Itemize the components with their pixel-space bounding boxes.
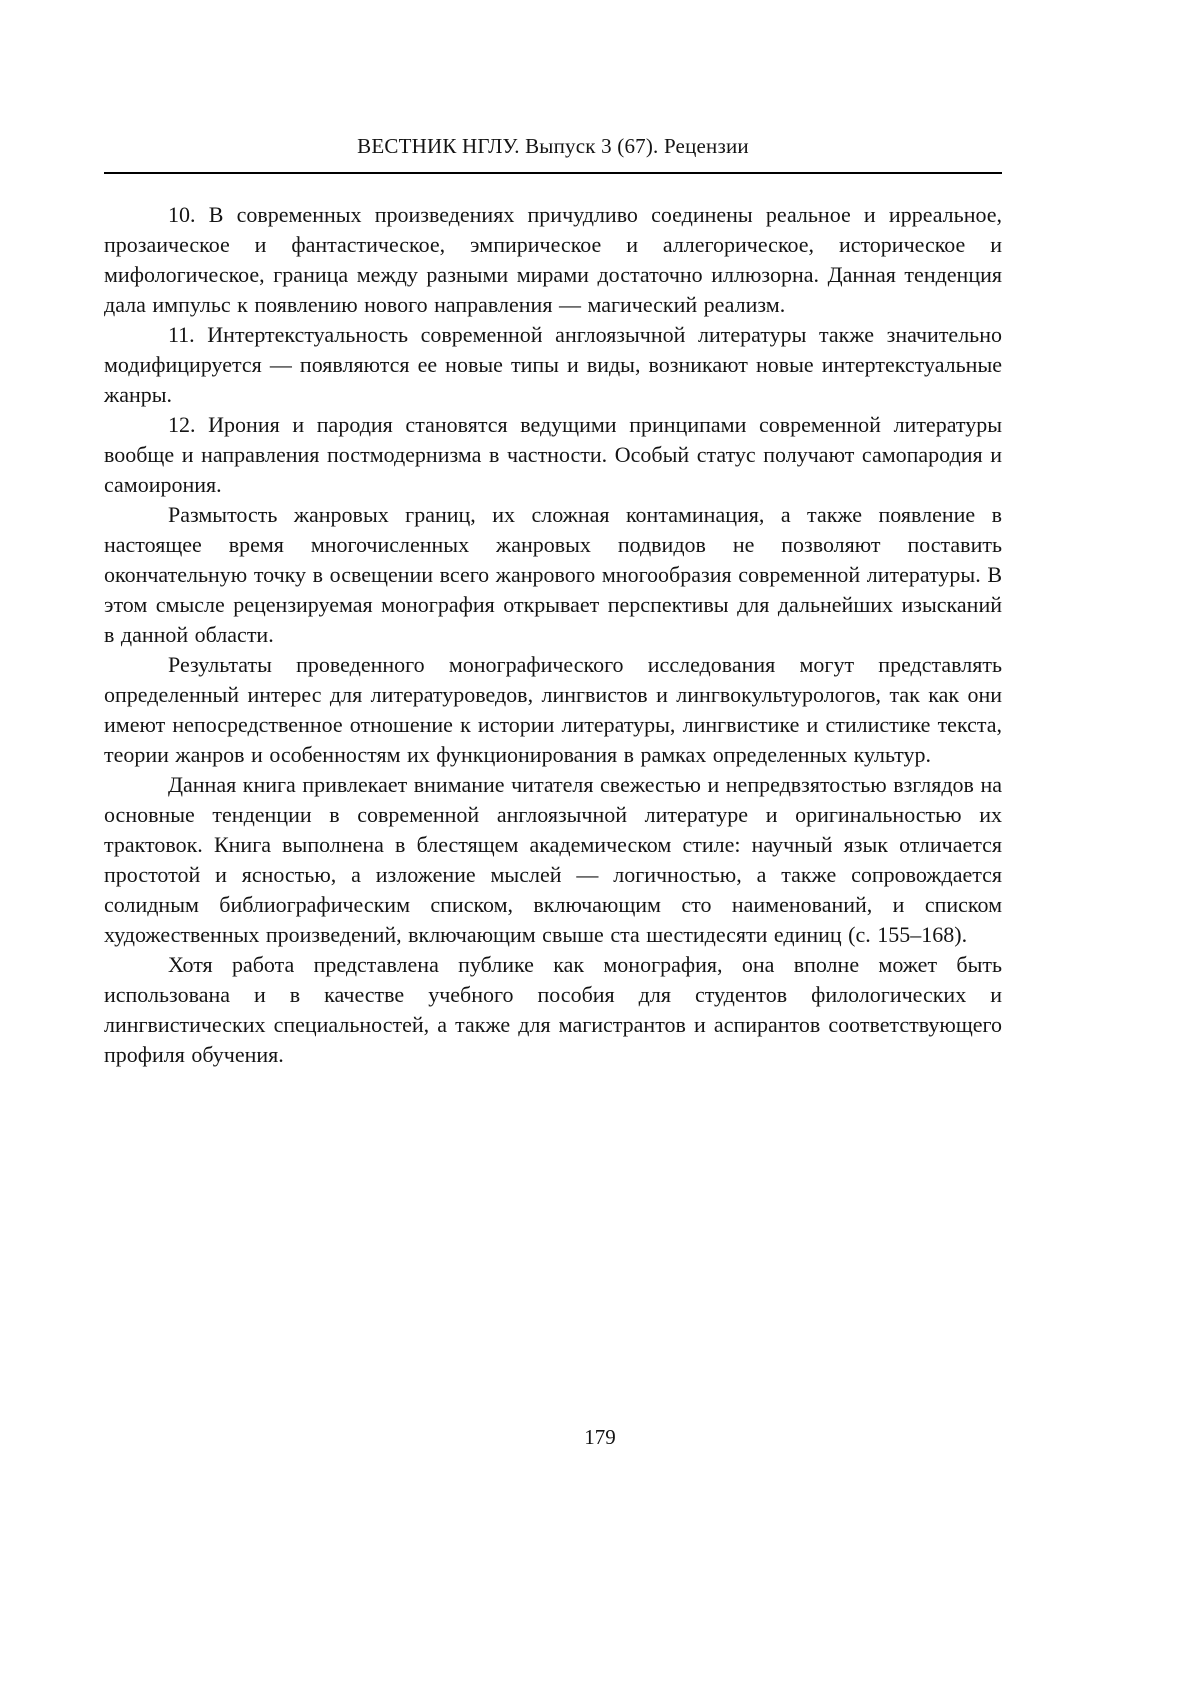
paragraph: 11. Интертекстуальность современной англоязычной литературы также значительно модифицируется — появляются ее новые типы и виды, возникают новые интертекстуальные жанры.: [104, 322, 1002, 407]
paragraph: 10. В современных произведениях причудливо соединены реальное и ирреальное, прозаическое и фантастическое, эмпирическое и аллегорическое, историческое и мифологическое, граница между разными мирами достаточно иллюзорна. Данная тенденция дала импульс к появлению нового направления — магический реализм.: [104, 202, 1002, 317]
page-number: 179: [584, 1425, 616, 1449]
paragraph: Хотя работа представлена публике как монография, она вполне может быть использована и в качестве учебного пособия для студентов филологических и лингвистических специальностей, а также для магистрантов и аспирантов соответствующего профиля обучения.: [104, 952, 1002, 1067]
header-rule: [104, 172, 1002, 174]
running-head: ВЕСТНИК НГЛУ. Выпуск 3 (67). Рецензии: [357, 134, 749, 158]
paragraph: 12. Ирония и пародия становятся ведущими принципами современной литературы вообще и направления постмодернизма в частности. Особый статус получают самопародия и самоирония.: [104, 412, 1002, 497]
paragraph: Размытость жанровых границ, их сложная контаминация, а также появление в настоящее время многочисленных жанровых подвидов не позволяют поставить окончательную точку в освещении всего жанрового многообразия современной литературы. В этом смысле рецензируемая монография открывает перспективы для дальнейших изысканий в данной области.: [104, 502, 1002, 647]
text-column: [104, 132, 1002, 1070]
paragraph: Результаты проведенного монографического исследования могут представлять определенный интерес для литературоведов, лингвистов и лингвокультурологов, так как они имеют непосредственное отношение к истории литературы, лингвистике и стилистике текста, теории жанров и особенностям их функционирования в рамках определенных культур.: [104, 652, 1002, 767]
paragraph: Данная книга привлекает внимание читателя свежестью и непредвзятостью взглядов на основные тенденции в современной англоязычной литературе и оригинальностью их трактовок. Книга выполнена в блестящем академическом стиле: научный язык отличается простотой и ясностью, а изложение мыслей — логичностью, а также сопровождается солидным библиографическим списком, включающим сто наименований, и списком художественных произведений, включающим свыше ста шестидесяти единиц (с. 155–168).: [104, 772, 1002, 947]
article-body: [104, 200, 1002, 1070]
